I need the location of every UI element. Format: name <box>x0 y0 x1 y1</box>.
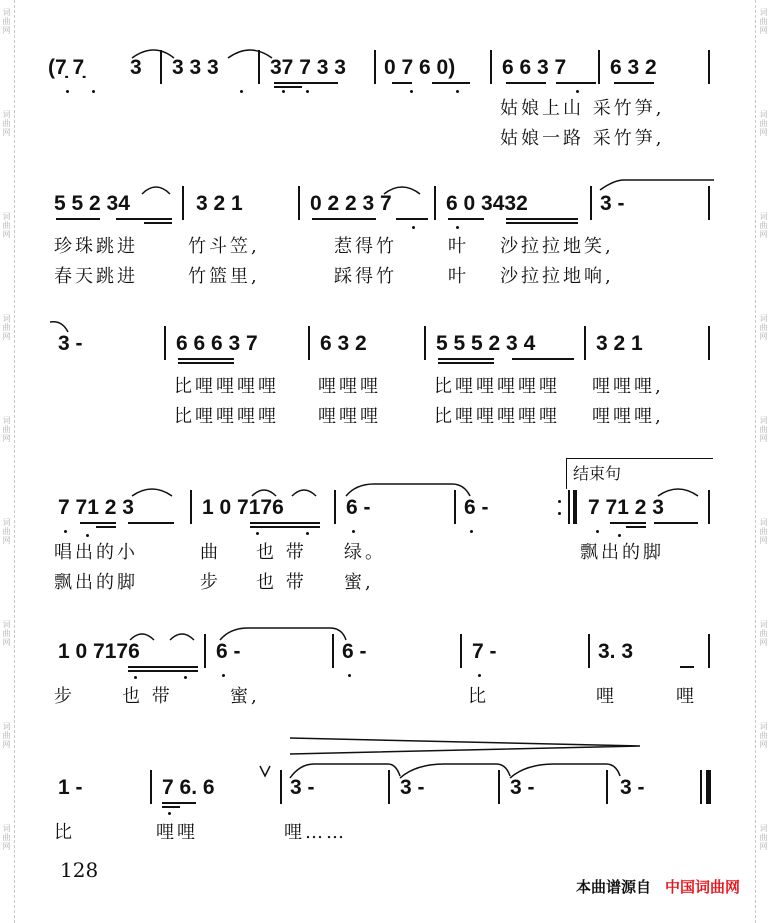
score-system-6 <box>44 770 720 850</box>
measure-notes: 3 <box>130 56 142 79</box>
measure-notes: 3 - <box>58 332 83 355</box>
lyric-verse-1: 绿。 <box>344 542 386 563</box>
lyric-line: 比 <box>468 686 489 707</box>
barline <box>498 770 500 804</box>
lyric-verse-1: 曲 <box>200 542 221 563</box>
lyric-verse-1: 姑娘上山 采竹笋, <box>500 98 665 119</box>
final-barline-thick <box>706 770 711 804</box>
measure-notes: 6 - <box>342 640 367 663</box>
watermark-mark: 词曲网 <box>759 314 768 341</box>
measure-notes: 3. 3 <box>598 640 634 663</box>
ending-label: 结束句 <box>573 464 622 483</box>
lyric-verse-2: 比哩哩哩哩哩 <box>434 406 560 427</box>
site-name: 中国词曲网 <box>664 878 740 896</box>
lyric-verse-1: 哩哩哩, <box>592 376 664 397</box>
measure-notes: 1 0 7176 <box>58 640 140 663</box>
lyric-line: 哩 <box>596 686 617 707</box>
measure-notes: 6 3 2 <box>320 332 367 355</box>
measure-notes: 6 - <box>464 496 489 519</box>
notation-line <box>44 770 720 806</box>
lyric-verse-1: 珍珠跳进 <box>54 236 138 257</box>
lyric-verse-1: 哩哩哩 <box>318 376 381 397</box>
watermark-mark: 词曲网 <box>2 8 11 35</box>
measure-notes: 7 71 2 3 <box>58 496 134 519</box>
measure-notes: 0 2 2 3 7 <box>310 192 392 215</box>
lyric-verse-1: 也 带 <box>256 542 307 563</box>
source-credit <box>576 876 740 897</box>
left-margin-strip <box>0 0 15 923</box>
lyric-verse-2: 也 带 <box>256 572 307 593</box>
beam-underline <box>162 802 196 804</box>
measure-notes: 3 - <box>400 776 425 799</box>
lyric-line: 哩 <box>676 686 697 707</box>
lyric-verse-2: 比哩哩哩哩 <box>174 406 279 427</box>
barline <box>280 770 282 804</box>
watermark-mark: 词曲网 <box>2 110 11 137</box>
measure-notes: 6 3 2 <box>610 56 657 79</box>
lyric-verse-2: 蜜, <box>344 572 374 593</box>
watermark-mark: 词曲网 <box>2 722 11 749</box>
lyric-line: 也 带 <box>122 686 173 707</box>
measure-notes: 6 6 3 7 <box>502 56 567 79</box>
watermark-mark: 词曲网 <box>2 518 11 545</box>
barline <box>388 770 390 804</box>
measure-notes: 5 5 2 34 <box>54 192 130 215</box>
lyric-verse-2: 竹篮里, <box>188 266 260 287</box>
lyric-line: 比 <box>54 822 75 843</box>
watermark-mark: 词曲网 <box>759 620 768 647</box>
lyric-line: 哩哩 <box>156 822 198 843</box>
measure-notes: (7̣ 7̣ <box>48 56 85 79</box>
measure-notes: 7 6. 6 <box>162 776 215 799</box>
lyric-verse-1: 叶 <box>448 236 469 257</box>
watermark-mark: 词曲网 <box>759 110 768 137</box>
ending-bracket <box>566 458 713 489</box>
lyric-verse-1: 沙拉拉地笑, <box>500 236 614 257</box>
score-system-2 <box>44 186 720 296</box>
lyric-line: 蜜, <box>230 686 260 707</box>
lyric-verse-2: 飘出的脚 <box>54 572 138 593</box>
lyric-line: 步 <box>54 686 75 707</box>
source-label: 本曲谱源自 <box>575 878 651 896</box>
watermark-mark: 词曲网 <box>759 416 768 443</box>
measure-notes: 3 2 1 <box>596 332 643 355</box>
measure-notes: 3 - <box>510 776 535 799</box>
watermark-mark: 词曲网 <box>2 824 11 851</box>
watermark-mark: 词曲网 <box>759 722 768 749</box>
watermark-mark: 词曲网 <box>2 212 11 239</box>
watermark-mark: 词曲网 <box>2 620 11 647</box>
lyric-verse-2: 踩得竹 <box>334 266 397 287</box>
measure-notes: 3 - <box>600 192 625 215</box>
lyric-verse-2: 哩哩哩, <box>592 406 664 427</box>
lyric-verse-2: 沙拉拉地响, <box>500 266 614 287</box>
watermark-mark: 词曲网 <box>759 824 768 851</box>
lyric-line: 哩…… <box>284 822 347 843</box>
measure-notes: 6 - <box>216 640 241 663</box>
barline <box>606 770 608 804</box>
measure-notes: 1 0 7176 <box>202 496 284 519</box>
measure-notes: 0 7 6 0) <box>384 56 456 79</box>
barline <box>150 770 152 804</box>
score-system-3 <box>44 326 720 436</box>
measure-notes: 6 0 3432 <box>446 192 528 215</box>
beam-underline <box>162 806 180 808</box>
watermark-mark: 词曲网 <box>2 314 11 341</box>
low-octave-dot <box>168 812 171 815</box>
lyric-verse-2: 春天跳进 <box>54 266 138 287</box>
measure-notes: 7 - <box>472 640 497 663</box>
measure-notes: 37 7 3 3 <box>270 56 346 79</box>
lyric-verse-1: 唱出的小 <box>54 542 138 563</box>
watermark-mark: 词曲网 <box>759 518 768 545</box>
final-barline <box>700 770 702 804</box>
watermark-mark: 词曲网 <box>759 212 768 239</box>
measure-notes: 7 71 2 3 <box>588 496 664 519</box>
right-margin-strip <box>755 0 770 923</box>
measure-notes: 3 3 3 <box>172 56 219 79</box>
lyric-verse-2: 哩哩哩 <box>318 406 381 427</box>
lyric-verse-2: 叶 <box>448 266 469 287</box>
lyric-verse-2: 步 <box>200 572 221 593</box>
measure-notes: 3 - <box>290 776 315 799</box>
page-number: 128 <box>60 858 99 882</box>
lyric-verse-1: 竹斗笠, <box>188 236 260 257</box>
measure-notes: 6 - <box>346 496 371 519</box>
lyric-verse-1: 飘出的脚 <box>580 542 664 563</box>
score-system-5 <box>44 634 720 714</box>
score-system-4 <box>44 490 720 600</box>
lyric-verse-1: 比哩哩哩哩 <box>174 376 279 397</box>
measure-notes: 3 2 1 <box>196 192 243 215</box>
lyric-verse-1: 比哩哩哩哩哩 <box>434 376 560 397</box>
lyric-verse-2: 姑娘一路 采竹笋, <box>500 128 665 149</box>
score-system-1 <box>44 50 720 160</box>
watermark-mark: 词曲网 <box>759 8 768 35</box>
measure-notes: 3 - <box>620 776 645 799</box>
watermark-mark: 词曲网 <box>2 416 11 443</box>
lyric-verse-1: 惹得竹 <box>334 236 397 257</box>
measure-notes: 5 5 5 2 3 4 <box>436 332 536 355</box>
measure-notes: 6 6 6 3 7 <box>176 332 258 355</box>
measure-notes: 1 - <box>58 776 83 799</box>
